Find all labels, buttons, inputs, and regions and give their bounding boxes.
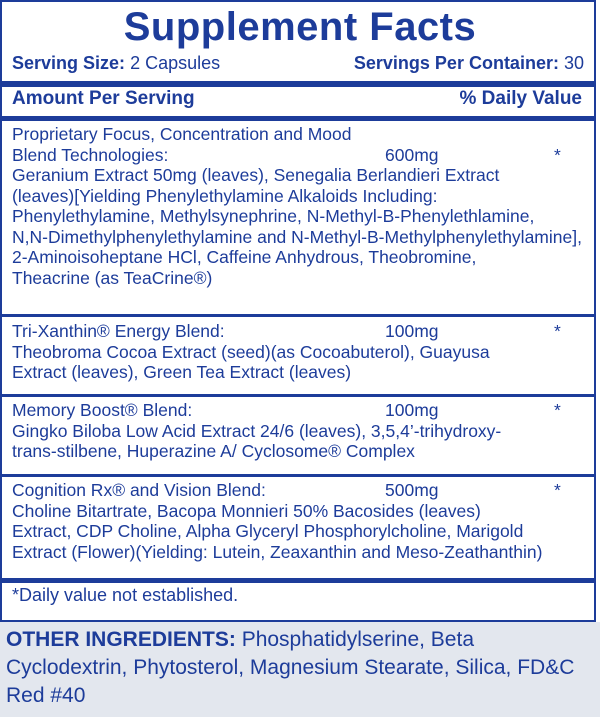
blend-divider [2, 474, 594, 477]
ingredient-line: Phenylethylamine, Methylsynephrine, N-Methyl-B-Phenylethlamine, [12, 206, 535, 226]
other-ingredients [6, 626, 594, 710]
ingredient-line: Gingko Biloba Low Acid Extract 24/6 (leaves), 3,5,4’-trihydroxy- [12, 420, 502, 441]
serving-size [12, 52, 220, 74]
ingredient-line: trans-stilbene, Huperazine A/ Cyclosome® Complex [12, 441, 415, 461]
blend-amount: 100mg [385, 400, 439, 420]
ingredient-line: 2-Aminoisoheptane HCl, Caffeine Anhydrous, Theobromine, [12, 247, 477, 267]
blend-amount: 600mg [385, 144, 439, 165]
blend-daily-value: * [554, 400, 561, 420]
ingredient-line: (leaves)[Yielding Phenylethylamine Alkaloids Including: [12, 185, 438, 206]
blend-name-row [12, 480, 588, 501]
blend-name: Memory Boost® Blend: [12, 400, 193, 420]
blend-cognition-rx [12, 480, 588, 562]
ingredient-line: N,N-Dimethylphenylethylamine and N-Methyl-B-Methylphenylethylamine], [12, 226, 582, 247]
blend-tri-xanthin [12, 321, 588, 383]
daily-value-header: % Daily Value [459, 88, 582, 109]
servings-per-container-label: Servings Per Container: [353, 53, 559, 73]
ingredient-line: Choline Bitartrate, Bacopa Monnieri 50% Bacosides (leaves) [12, 500, 481, 521]
blend-name: Proprietary Focus, Concentration and Mood [12, 124, 352, 144]
blend-daily-value: * [554, 144, 561, 165]
ingredient-line: Theacrine (as TeaCrine®) [12, 267, 213, 288]
blend-name-row [12, 145, 588, 166]
other-ingredients-label: OTHER INGREDIENTS: [6, 628, 236, 651]
serving-size-label: Serving Size: [12, 53, 126, 73]
blend-daily-value: * [554, 480, 561, 500]
serving-size-value: 2 Capsules [130, 53, 221, 73]
blend-memory-boost [12, 400, 588, 462]
footnote: *Daily value not established. [12, 585, 239, 605]
other-ingredients-section [0, 622, 600, 717]
ingredient-line: Theobroma Cocoa Extract (seed)(as Cocoabuterol), Guayusa [12, 341, 490, 362]
blend-daily-value: * [554, 321, 561, 341]
amount-per-serving-header: Amount Per Serving [12, 88, 195, 109]
blend-name: Tri-Xanthin® Energy Blend: [12, 321, 225, 341]
thick-divider [2, 81, 594, 87]
servings-per-container-value: 30 [563, 53, 584, 73]
ingredient-line: Extract (leaves), Green Tea Extract (leaves) [12, 362, 352, 382]
other-ingredients-text: Phosphatidylserine, Beta Cyclodextrin, Phytosterol, Magnesium Stearate, Silica, FD&C Red #40 [6, 628, 575, 707]
blend-amount: 500mg [385, 480, 439, 500]
blend-name: Cognition Rx® and Vision Blend: [12, 480, 266, 500]
blend-name-row [12, 321, 588, 342]
blend-name: Blend Technologies: [12, 144, 169, 165]
ingredient-line: Extract (Flower)(Yielding: Lutein, Zeaxanthin and Meso-Zeathanthin) [12, 541, 543, 562]
panel-title: Supplement Facts [123, 5, 477, 49]
blend-amount: 100mg [385, 321, 439, 341]
blend-name-row [12, 400, 588, 421]
blend-divider [2, 314, 594, 317]
blend-divider [2, 394, 594, 397]
blend-focus [12, 124, 588, 288]
ingredient-line: Geranium Extract 50mg (leaves), Senegalia Berlandieri Extract [12, 165, 500, 185]
servings-per-container [354, 52, 584, 74]
header-divider [2, 116, 594, 121]
ingredient-line: Extract, CDP Choline, Alpha Glyceryl Phosphorylcholine, Marigold [12, 521, 524, 541]
footnote-divider [2, 578, 594, 583]
